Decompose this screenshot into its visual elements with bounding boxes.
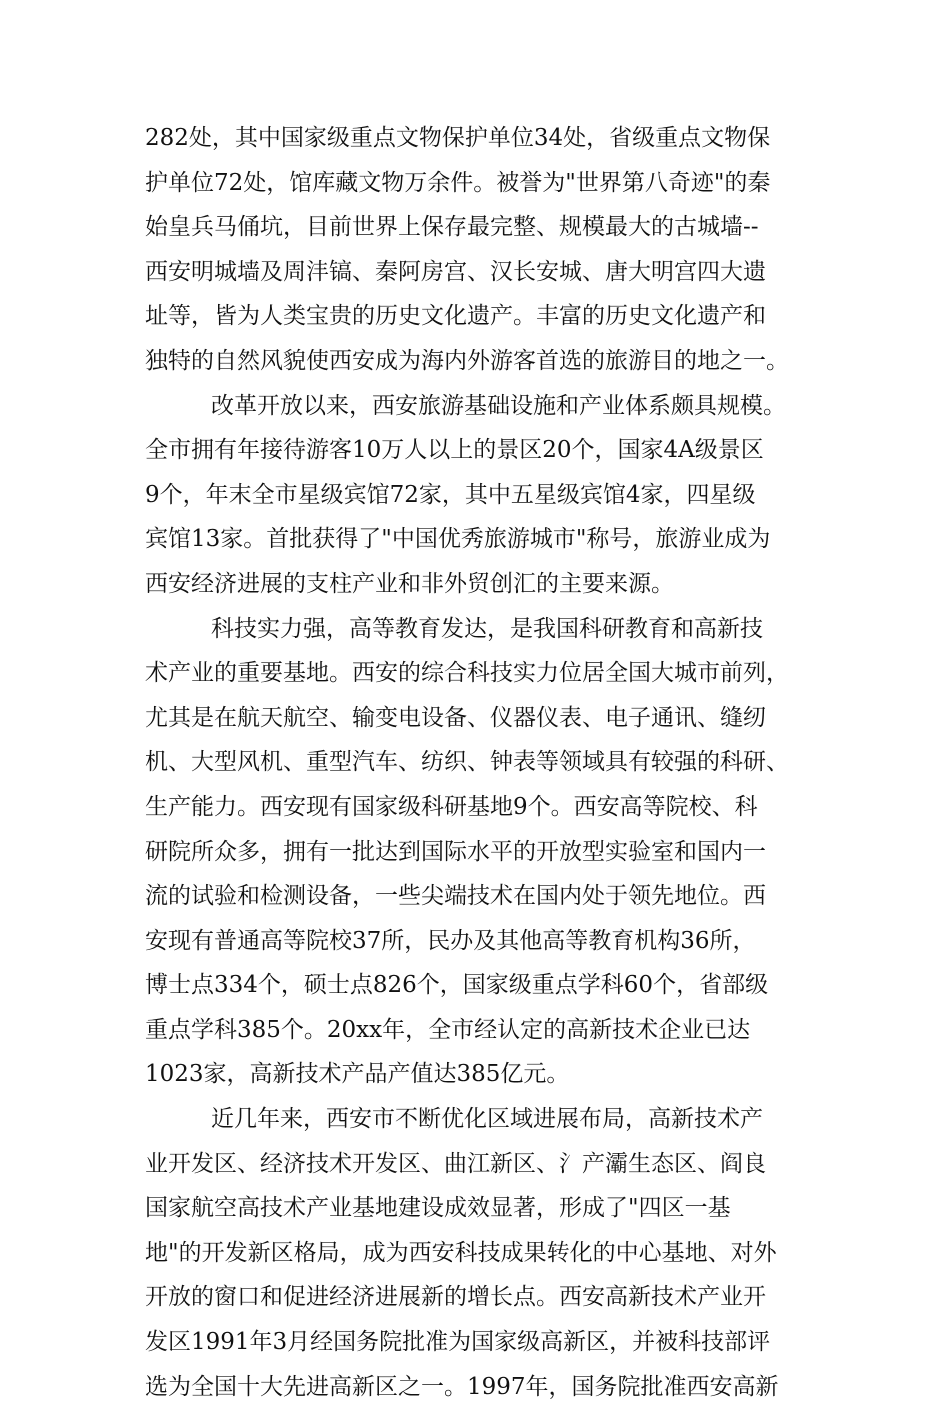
text-line: 国家航空高技术产业基地建设成效显著，形成了"四区一基 — [145, 1195, 731, 1222]
text-line: 生产能力。西安现有国家级科研基地9个。西安高等院校、科 — [145, 793, 758, 820]
text-line: 发区1991年3月经国务院批准为国家级高新区，并被科技部评 — [145, 1329, 771, 1356]
text-line: 术产业的重要基地。西安的综合科技实力位居全国大城市前列， — [145, 660, 789, 687]
text-line: 选为全国十大先进高新区之一。1997年，国务院批准西安高新 — [145, 1373, 779, 1400]
text-line: 282处，其中国家级重点文物保护单位34处，省级重点文物保 — [145, 125, 771, 151]
text-line: 9个，年末全市星级宾馆72家，其中五星级宾馆4家，四星级 — [145, 481, 756, 508]
text-line: 流的试验和检测设备，一些尖端技术在国内处于领先地位。西 — [145, 883, 766, 910]
text-line: 博士点334个，硕士点826个，国家级重点学科60个，省部级 — [145, 972, 769, 999]
text-line: 宾馆13家。首批获得了"中国优秀旅游城市"称号，旅游业成为 — [145, 526, 771, 553]
text-line: 始皇兵马俑坑，目前世界上保存最完整、规模最大的古城墙-- — [145, 214, 759, 241]
text-line: 址等，皆为人类宝贵的历史文化遗产。丰富的历史文化遗产和 — [145, 303, 766, 330]
text-line: 地"的开发新区格局，成为西安科技成果转化的中心基地、对外 — [145, 1239, 777, 1266]
text-line: 护单位72处，馆库藏文物万余件。被誉为"世界第八奇迹"的秦 — [145, 169, 771, 196]
body-text — [145, 116, 810, 1409]
text-line: 1023家，高新技术产品产值达385亿元。 — [145, 1061, 570, 1088]
paragraph-first-line: 改革开放以来，西安旅游基础设施和产业体系颇具规模。 — [211, 392, 786, 419]
paragraph-first-line: 近几年来，西安市不断优化区域进展布局，高新技术产 — [211, 1106, 763, 1133]
text-line: 西安经济进展的支柱产业和非外贸创汇的主要来源。 — [145, 570, 674, 597]
text-line: 机、大型风机、重型汽车、纺织、钟表等领域具有较强的科研、 — [145, 749, 789, 776]
text-line: 重点学科385个。20xx年，全市经认定的高新技术企业已达 — [145, 1016, 751, 1043]
text-line: 独特的自然风貌使西安成为海内外游客首选的旅游目的地之一。 — [145, 347, 789, 374]
text-line: 开放的窗口和促进经济进展新的增长点。西安高新技术产业开 — [145, 1284, 766, 1311]
paragraph-first-line: 科技实力强，高等教育发达，是我国科研教育和高新技 — [211, 615, 763, 642]
text-line: 尤其是在航天航空、输变电设备、仪器仪表、电子通讯、缝纫 — [145, 704, 766, 731]
text-line: 安现有普通高等院校37所，民办及其他高等教育机构36所， — [145, 927, 756, 954]
text-line: 全市拥有年接待游客10万人以上的景区20个，国家4A级景区 — [145, 437, 764, 464]
text-line: 研院所众多，拥有一批达到国际水平的开放型实验室和国内一 — [145, 838, 766, 865]
text-line: 业开发区、经济技术开发区、曲江新区、氵产灞生态区、阎良 — [145, 1150, 766, 1177]
text-line: 西安明城墙及周沣镐、秦阿房宫、汉长安城、唐大明宫四大遗 — [145, 258, 766, 285]
